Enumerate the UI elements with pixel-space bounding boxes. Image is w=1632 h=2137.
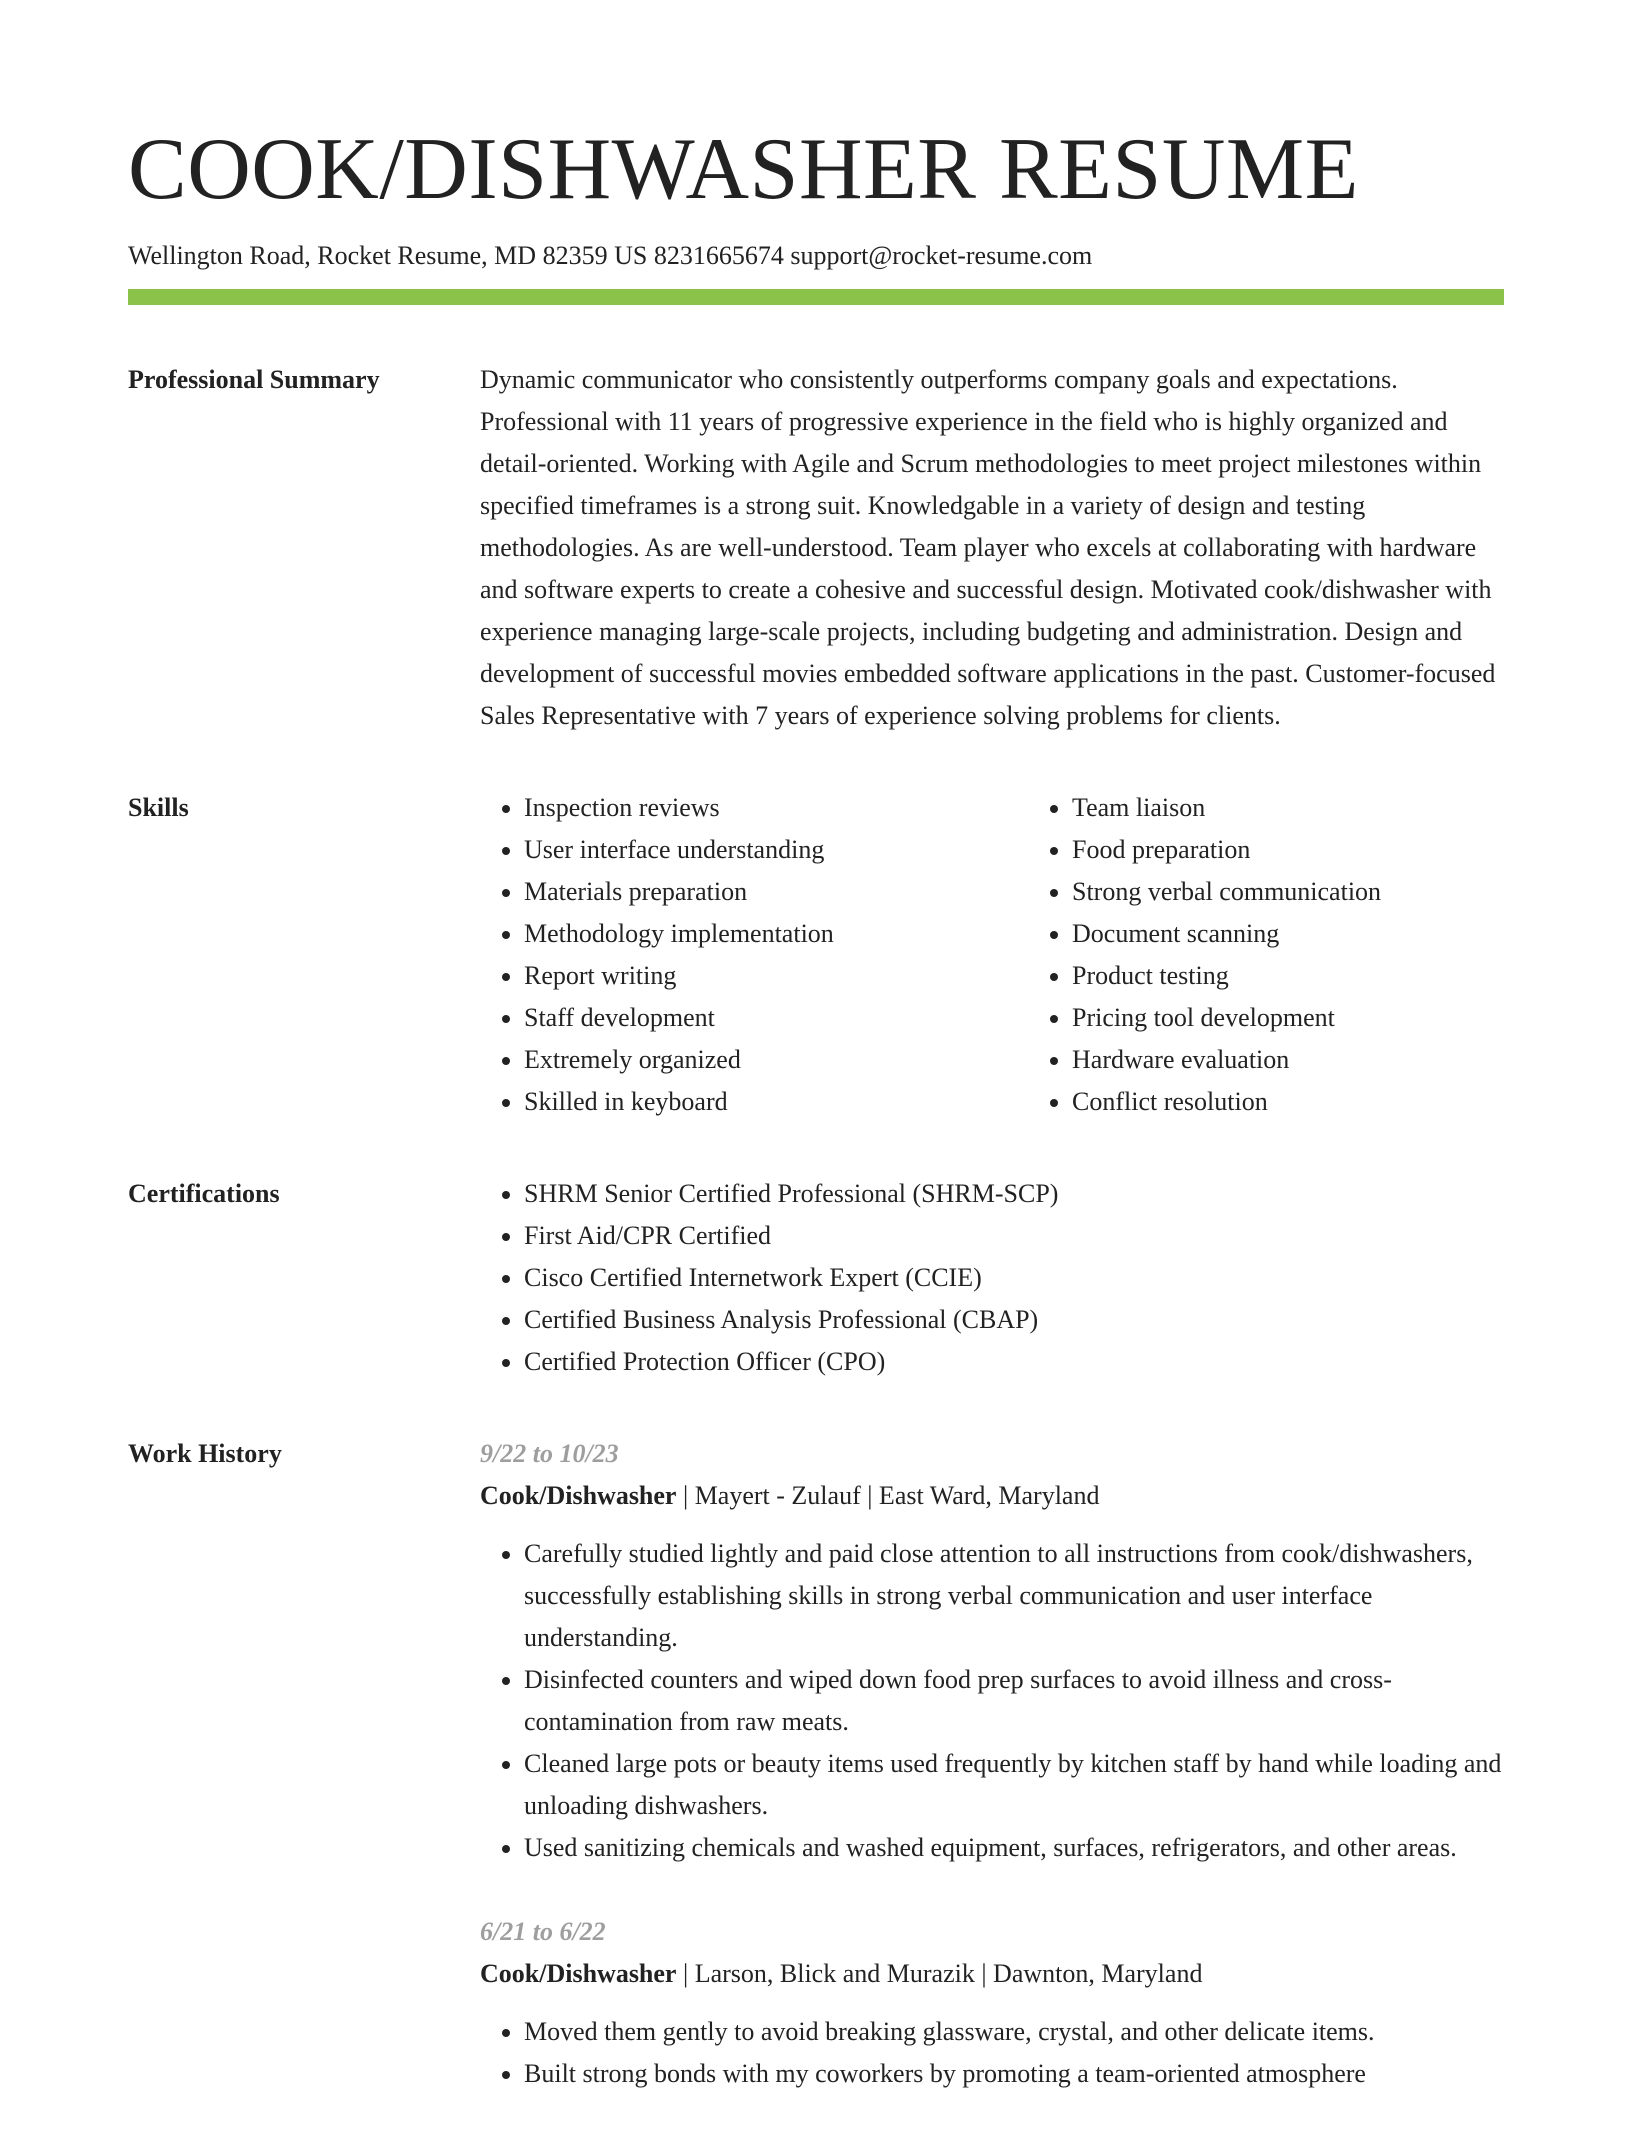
list-item: • Conflict resolution <box>1072 1081 1576 1123</box>
summary-section <box>128 359 1504 737</box>
job-dates: 9/22 to 10/23 <box>480 1439 619 1468</box>
job-header <box>480 1475 1504 1517</box>
resume-page <box>128 118 1504 2137</box>
list-item: • Certified Business Analysis Professional (CBAP) <box>524 1299 1504 1341</box>
list-item: • SHRM Senior Certified Professional (SHRM-SCP) <box>524 1173 1504 1215</box>
certifications-heading: Certifications <box>128 1179 280 1208</box>
list-item: • Disinfected counters and wiped down food prep surfaces to avoid illness and cross-contamination from raw meats. <box>524 1659 1504 1743</box>
job-dates: 6/21 to 6/22 <box>480 1917 606 1946</box>
work-history-heading: Work History <box>128 1439 282 1468</box>
list-item: • First Aid/CPR Certified <box>524 1215 1504 1257</box>
resume-title: COOK/DISHWASHER RESUME <box>128 121 1359 218</box>
skills-list-right <box>1028 787 1576 1123</box>
contact-address: Wellington Road, Rocket Resume, MD 82359 US <box>128 241 648 270</box>
list-item: • Inspection reviews <box>524 787 1028 829</box>
list-item: • Team liaison <box>1072 787 1576 829</box>
job-duties-list <box>480 1533 1504 1869</box>
list-item: • Staff development <box>524 997 1028 1039</box>
list-item: • Pricing tool development <box>1072 997 1576 1039</box>
work-history-section <box>128 1433 1504 2137</box>
contact-phone: 8231665674 <box>653 241 784 270</box>
job-employer-location: | Mayert - Zulauf | East Ward, Maryland <box>676 1481 1100 1510</box>
list-item: • Materials preparation <box>524 871 1028 913</box>
job-title: Cook/Dishwasher <box>480 1481 677 1510</box>
skills-list-left <box>480 787 1028 1123</box>
list-item: • Strong verbal communication <box>1072 871 1576 913</box>
list-item: • Extremely organized <box>524 1039 1028 1081</box>
job-entry <box>480 1911 1504 2095</box>
list-item: • Used sanitizing chemicals and washed equipment, surfaces, refrigerators, and other areas. <box>524 1827 1504 1869</box>
list-item: • Document scanning <box>1072 913 1576 955</box>
contact-email: support@rocket-resume.com <box>790 241 1093 270</box>
list-item: • User interface understanding <box>524 829 1028 871</box>
list-item: • Report writing <box>524 955 1028 997</box>
certifications-section <box>128 1173 1504 1383</box>
list-item: • Product testing <box>1072 955 1576 997</box>
summary-text: Dynamic communicator who consistently outperforms company goals and expectations. Professional with 11 years of progressive experience in the field who is highly organized and detail-oriented. Working with Agile and Scrum methodologies to meet project milestones within specified timeframes is a strong suit. Knowledgable in a variety of design and testing methodologies. As are well-understood. Team player who excels at collaborating with hardware and software experts to create a cohesive and successful design. Motivated cook/dishwasher with experience managing large-scale projects, including budgeting and administration. Design and development of successful movies embedded software applications in the past. Customer-focused Sales Representative with 7 years of experience solving problems for clients. <box>480 365 1496 730</box>
job-duties-list <box>480 2011 1504 2095</box>
skills-section <box>128 787 1504 1123</box>
list-item: • Carefully studied lightly and paid close attention to all instructions from cook/dishwashers, successfully establishing skills in strong verbal communication and user interface understanding. <box>524 1533 1504 1659</box>
list-item: • Food preparation <box>1072 829 1576 871</box>
list-item: • Built strong bonds with my coworkers by promoting a team-oriented atmosphere <box>524 2053 1504 2095</box>
list-item: • Certified Protection Officer (CPO) <box>524 1341 1504 1383</box>
job-entry <box>480 1433 1504 1869</box>
header-divider <box>128 289 1504 305</box>
list-item: • Moved them gently to avoid breaking glassware, crystal, and other delicate items. <box>524 2011 1504 2053</box>
job-header <box>480 1953 1504 1995</box>
list-item: • Cleaned large pots or beauty items used frequently by kitchen staff by hand while loading and unloading dishwashers. <box>524 1743 1504 1827</box>
job-employer-location: | Larson, Blick and Murazik | Dawnton, Maryland <box>676 1959 1203 1988</box>
summary-heading: Professional Summary <box>128 365 380 394</box>
contact-line <box>128 238 1504 274</box>
list-item: • Hardware evaluation <box>1072 1039 1576 1081</box>
certifications-list <box>480 1173 1504 1383</box>
job-title: Cook/Dishwasher <box>480 1959 677 1988</box>
list-item: • Skilled in keyboard <box>524 1081 1028 1123</box>
list-item: • Cisco Certified Internetwork Expert (CCIE) <box>524 1257 1504 1299</box>
list-item: • Methodology implementation <box>524 913 1028 955</box>
skills-heading: Skills <box>128 793 189 822</box>
